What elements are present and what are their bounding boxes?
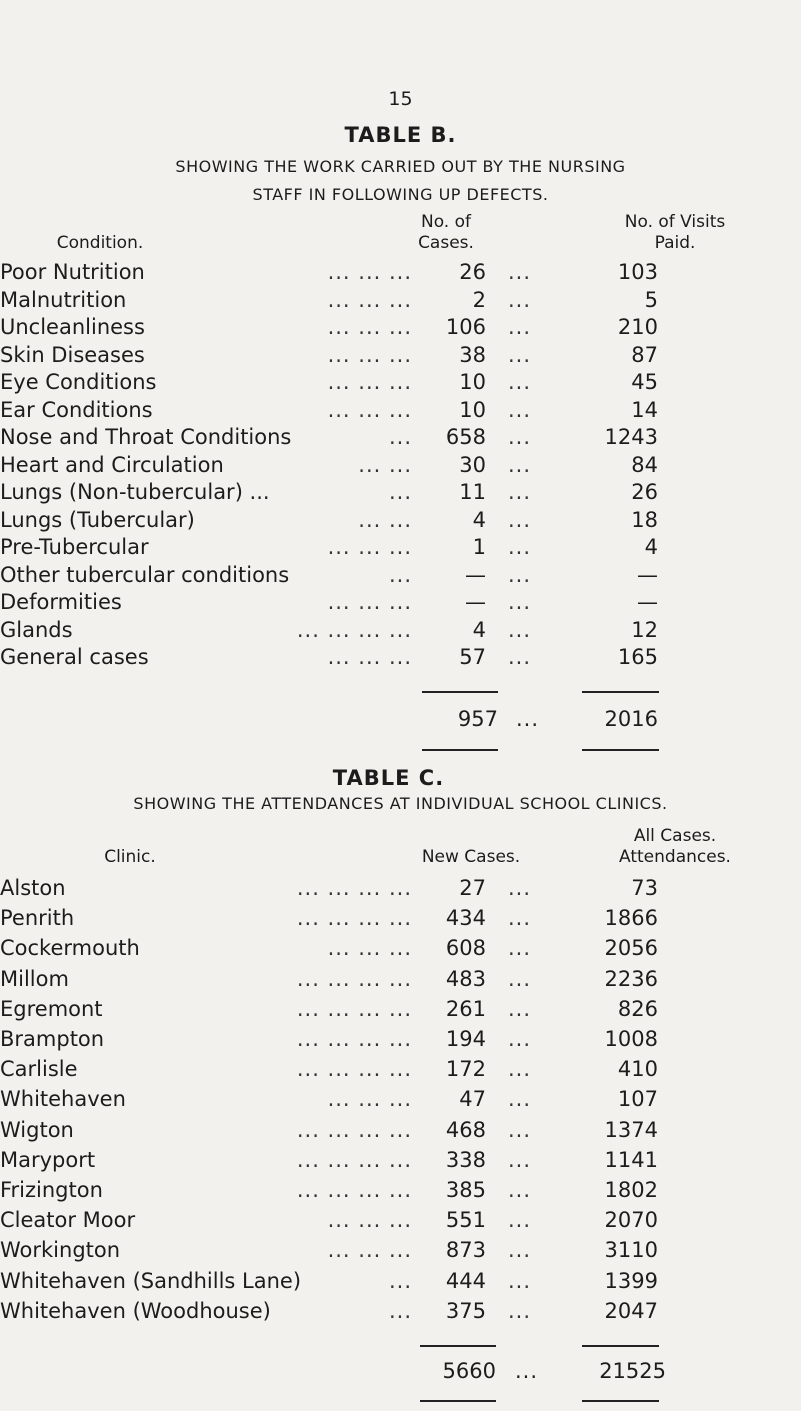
table-b-header-cases-line-2: Cases. — [418, 233, 474, 253]
leader-dots: ... ... ... — [327, 936, 412, 961]
leader-dots: ... ... ... — [327, 590, 412, 614]
table-row — [0, 1238, 801, 1268]
visits-value: 210 — [617, 315, 658, 339]
visits-value: — — [637, 590, 658, 614]
leader-dots: ... — [508, 452, 532, 477]
visits-value: 18 — [631, 507, 658, 532]
cases-value: 4 — [472, 507, 486, 532]
cases-value: 57 — [459, 645, 486, 669]
row-label: Lungs (Non-tubercular) ... — [0, 480, 270, 504]
cases-value: 483 — [445, 966, 486, 991]
cases-value: 10 — [459, 370, 486, 394]
visits-value: 1399 — [604, 1268, 658, 1293]
cases-value: 11 — [459, 480, 486, 504]
leader-dots: ... — [508, 906, 532, 931]
row-label: Skin Diseases — [0, 342, 145, 367]
table-b-total-dots: ... — [516, 707, 540, 731]
cases-value: 172 — [445, 1057, 486, 1082]
visits-value: 14 — [631, 397, 658, 422]
cases-value: 30 — [459, 452, 486, 477]
visits-value: 1802 — [604, 1178, 658, 1202]
table-c-header-all-cases-line-1: All Cases. — [633, 826, 717, 846]
row-label: Frizington — [0, 1178, 103, 1202]
cases-value: 658 — [445, 425, 486, 449]
leader-dots: ... — [508, 1298, 532, 1323]
visits-value: — — [637, 562, 658, 587]
visits-value: 1374 — [604, 1117, 658, 1142]
leader-dots: ... ... ... — [327, 342, 412, 367]
leader-dots: ... ... ... — [327, 1208, 412, 1233]
leader-dots: ... — [508, 876, 532, 900]
leader-dots: ... — [508, 1057, 532, 1082]
cases-value: 444 — [445, 1268, 486, 1293]
row-label: Other tubercular conditions — [0, 562, 290, 587]
row-label: Workington — [0, 1238, 121, 1263]
visits-value: 87 — [631, 342, 658, 367]
leader-dots: ... ... ... ... — [296, 1178, 412, 1202]
table-row — [0, 288, 801, 318]
cases-value: 385 — [445, 1178, 486, 1202]
leader-dots: ... — [508, 1087, 532, 1112]
row-label: Uncleanliness — [0, 315, 145, 339]
row-label: Heart and Circulation — [0, 452, 224, 477]
row-label: Ear Conditions — [0, 397, 153, 422]
cases-value: 194 — [445, 1027, 486, 1051]
leader-dots: ... ... ... ... — [296, 1147, 412, 1172]
visits-value: 4 — [644, 535, 658, 559]
row-label: Wigton — [0, 1117, 74, 1142]
table-row — [0, 1269, 801, 1299]
table-row — [0, 876, 801, 906]
table-row — [0, 645, 801, 675]
leader-dots: ... — [388, 1298, 412, 1323]
leader-dots: ... — [508, 562, 532, 587]
visits-value: 1141 — [604, 1147, 658, 1172]
table-row — [0, 315, 801, 345]
visits-value: 84 — [631, 452, 658, 477]
leader-dots: ... ... ... ... — [296, 966, 412, 991]
table-c-rule-cases-bottom — [420, 1400, 496, 1402]
leader-dots: ... — [508, 425, 532, 449]
row-label: Whitehaven (Woodhouse) — [0, 1298, 271, 1323]
leader-dots: ... — [508, 996, 532, 1021]
visits-value: 165 — [617, 645, 658, 669]
table-b-header-cases — [396, 212, 496, 254]
visits-value: 5 — [644, 287, 658, 312]
leader-dots: ... — [508, 1268, 532, 1293]
table-b-total-visits: 2016 — [604, 707, 658, 731]
table-c-header-all-cases-line-2: Attendances. — [619, 847, 731, 867]
table-row — [0, 1027, 801, 1057]
table-row — [0, 1148, 801, 1178]
table-row — [0, 1178, 801, 1208]
table-b-title: TABLE B. — [344, 123, 457, 147]
cases-value: 608 — [445, 936, 486, 961]
leader-dots: ... ... ... ... — [296, 906, 412, 931]
row-label: Malnutrition — [0, 287, 127, 312]
row-label: Cockermouth — [0, 936, 140, 961]
leader-dots: ... ... ... ... — [296, 1027, 412, 1051]
leader-dots: ... — [508, 370, 532, 394]
visits-value: 107 — [617, 1087, 658, 1112]
cases-value: 375 — [445, 1298, 486, 1323]
row-label: Whitehaven (Sandhills Lane) — [0, 1268, 302, 1293]
visits-value: 2047 — [604, 1298, 658, 1323]
cases-value: 38 — [459, 342, 486, 367]
table-b-header-condition: Condition. — [56, 233, 144, 253]
leader-dots: ... — [508, 287, 532, 312]
leader-dots: ... — [508, 1117, 532, 1142]
row-label: General cases — [0, 645, 149, 669]
cases-value: 47 — [459, 1087, 486, 1112]
table-c-header-clinic: Clinic. — [104, 847, 156, 867]
visits-value: 3110 — [604, 1238, 658, 1263]
table-c-title: TABLE C. — [332, 766, 445, 790]
row-label: Cleator Moor — [0, 1208, 136, 1233]
leader-dots: ... — [388, 1268, 412, 1293]
cases-value: 1 — [472, 535, 486, 559]
page-number: 15 — [388, 88, 413, 110]
row-label: Brampton — [0, 1027, 105, 1051]
table-row — [0, 535, 801, 565]
row-label: Poor Nutrition — [0, 260, 145, 284]
leader-dots: ... ... ... — [327, 535, 412, 559]
table-row — [0, 480, 801, 510]
cases-value: 551 — [445, 1208, 486, 1233]
visits-value: 2056 — [604, 936, 658, 961]
leader-dots: ... — [508, 966, 532, 991]
leader-dots: ... ... ... ... — [296, 617, 412, 642]
table-b-subtitle-line-2: STAFF IN FOLLOWING UP DEFECTS. — [252, 185, 549, 204]
visits-value: 103 — [617, 260, 658, 284]
table-row — [0, 343, 801, 373]
leader-dots: ... — [508, 260, 532, 284]
visits-value: 26 — [631, 480, 658, 504]
table-row — [0, 1299, 801, 1329]
cases-value: 468 — [445, 1117, 486, 1142]
row-label: Deformities — [0, 590, 122, 614]
cases-value: 10 — [459, 397, 486, 422]
leader-dots: ... ... ... — [327, 397, 412, 422]
cases-value: 27 — [459, 876, 486, 900]
leader-dots: ... — [388, 480, 412, 504]
table-c-total-dots: ... — [515, 1359, 539, 1383]
table-row — [0, 906, 801, 936]
leader-dots: ... — [508, 535, 532, 559]
leader-dots: ... — [388, 562, 412, 587]
row-label: Glands — [0, 617, 73, 642]
leader-dots: ... — [508, 1027, 532, 1051]
leader-dots: ... ... ... — [327, 315, 412, 339]
table-row — [0, 563, 801, 593]
cases-value: — — [465, 562, 486, 587]
table-b-header-visits — [555, 212, 795, 254]
table-row — [0, 508, 801, 538]
visits-value: 410 — [617, 1057, 658, 1082]
leader-dots: ... — [508, 1208, 532, 1233]
row-label: Carlisle — [0, 1057, 78, 1082]
visits-value: 73 — [631, 876, 658, 900]
table-row — [0, 260, 801, 290]
visits-value: 1866 — [604, 906, 658, 931]
table-c-subtitle: SHOWING THE ATTENDANCES AT INDIVIDUAL SCHOOL CLINICS. — [133, 794, 668, 813]
leader-dots: ... — [508, 590, 532, 614]
cases-value: 434 — [445, 906, 486, 931]
leader-dots: ... ... ... — [327, 645, 412, 669]
leader-dots: ... — [508, 1238, 532, 1263]
leader-dots: ... ... ... — [327, 287, 412, 312]
table-b-rule-cases-top — [422, 691, 498, 693]
leader-dots: ... ... ... ... — [296, 876, 412, 900]
table-row — [0, 370, 801, 400]
row-label: Eye Conditions — [0, 370, 157, 394]
leader-dots: ... ... ... ... — [296, 996, 412, 1021]
visits-value: 2070 — [604, 1208, 658, 1233]
visits-value: 45 — [631, 370, 658, 394]
leader-dots: ... — [388, 425, 412, 449]
table-c-rule-visits-bottom — [582, 1400, 659, 1402]
table-c-rule-visits-top — [582, 1345, 659, 1347]
cases-value: 338 — [445, 1147, 486, 1172]
table-c-header-new-cases: New Cases. — [421, 847, 521, 867]
table-c-rule-cases-top — [420, 1345, 496, 1347]
visits-value: 12 — [631, 617, 658, 642]
table-b-subtitle-line-1: SHOWING THE WORK CARRIED OUT BY THE NURSING — [175, 157, 626, 176]
cases-value: 26 — [459, 260, 486, 284]
table-c-header-all-cases — [555, 826, 795, 868]
cases-value: 4 — [472, 617, 486, 642]
cases-value: 873 — [445, 1238, 486, 1263]
table-c-total-visits: 21525 — [599, 1359, 666, 1383]
leader-dots: ... — [508, 507, 532, 532]
cases-value: — — [465, 590, 486, 614]
table-row — [0, 997, 801, 1027]
table-row — [0, 967, 801, 997]
leader-dots: ... — [508, 315, 532, 339]
leader-dots: ... — [508, 1178, 532, 1202]
visits-value: 2236 — [604, 966, 658, 991]
row-label: Millom — [0, 966, 69, 991]
table-row — [0, 1118, 801, 1148]
leader-dots: ... ... — [358, 507, 412, 532]
row-label: Alston — [0, 876, 66, 900]
row-label: Lungs (Tubercular) — [0, 507, 195, 532]
leader-dots: ... ... ... ... — [296, 1057, 412, 1082]
table-b-header-visits-line-1: No. of Visits — [624, 212, 726, 232]
leader-dots: ... — [508, 397, 532, 422]
row-label: Egremont — [0, 996, 103, 1021]
leader-dots: ... ... ... — [327, 1238, 412, 1263]
table-row — [0, 1057, 801, 1087]
table-b-rule-cases-bottom — [422, 749, 498, 751]
row-label: Penrith — [0, 906, 75, 931]
row-label: Pre-Tubercular — [0, 535, 149, 559]
leader-dots: ... — [508, 645, 532, 669]
leader-dots: ... — [508, 936, 532, 961]
table-b-header-cases-line-1: No. of — [420, 212, 471, 232]
visits-value: 1008 — [604, 1027, 658, 1051]
table-row — [0, 398, 801, 428]
table-b-header-visits-line-2: Paid. — [654, 233, 696, 253]
cases-value: 261 — [445, 996, 486, 1021]
table-row — [0, 425, 801, 455]
leader-dots: ... ... ... — [327, 370, 412, 394]
table-row — [0, 618, 801, 648]
row-label: Nose and Throat Conditions — [0, 425, 292, 449]
row-label: Whitehaven — [0, 1087, 126, 1112]
visits-value: 826 — [617, 996, 658, 1021]
table-b-total-cases: 957 — [457, 707, 498, 731]
leader-dots: ... ... ... — [327, 1087, 412, 1112]
table-b-rule-visits-top — [582, 691, 659, 693]
table-row — [0, 1208, 801, 1238]
table-b-rule-visits-bottom — [582, 749, 659, 751]
table-row — [0, 453, 801, 483]
row-label: Maryport — [0, 1147, 96, 1172]
visits-value: 1243 — [604, 425, 658, 449]
cases-value: 106 — [445, 315, 486, 339]
leader-dots: ... ... — [358, 452, 412, 477]
cases-value: 2 — [472, 287, 486, 312]
table-row — [0, 1087, 801, 1117]
leader-dots: ... ... ... — [327, 260, 412, 284]
leader-dots: ... ... ... ... — [296, 1117, 412, 1142]
table-c-total-cases: 5660 — [442, 1359, 496, 1383]
leader-dots: ... — [508, 480, 532, 504]
leader-dots: ... — [508, 617, 532, 642]
table-row — [0, 590, 801, 620]
leader-dots: ... — [508, 342, 532, 367]
leader-dots: ... — [508, 1147, 532, 1172]
table-row — [0, 936, 801, 966]
